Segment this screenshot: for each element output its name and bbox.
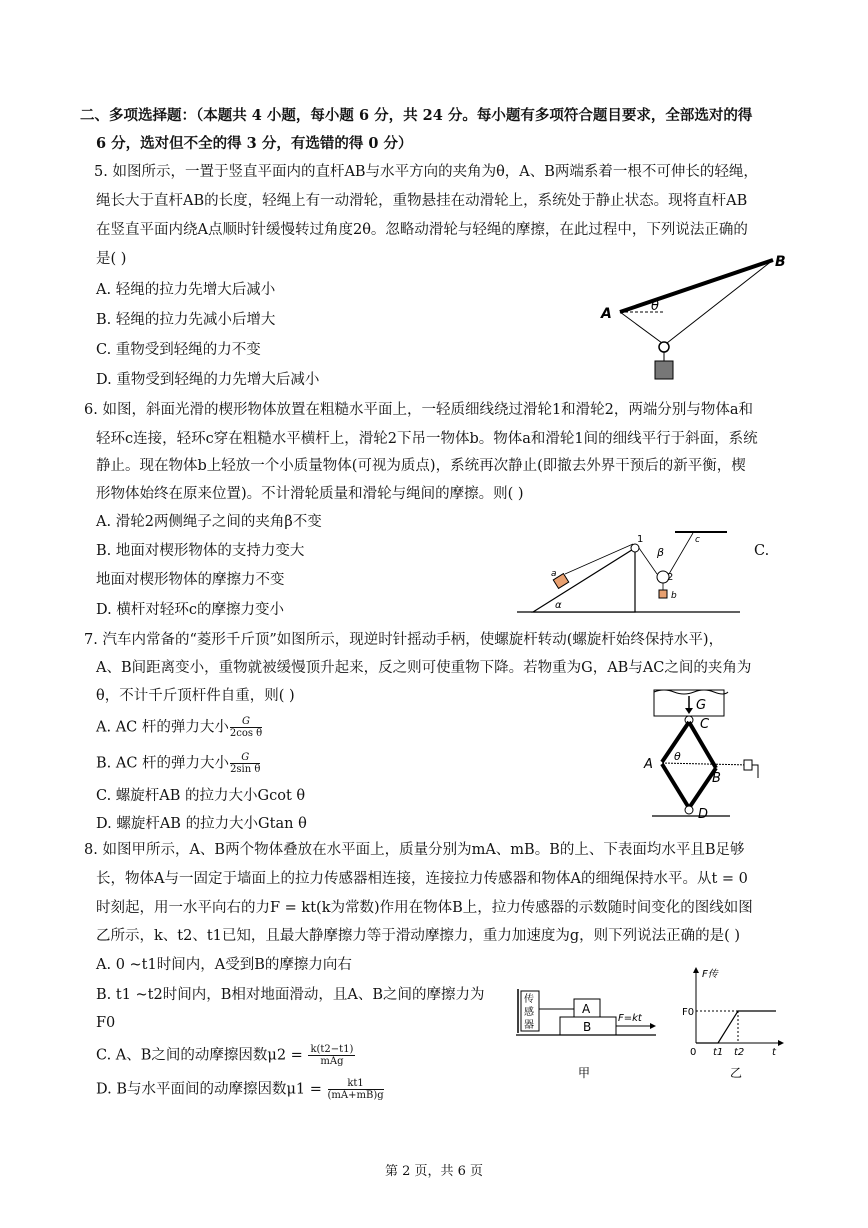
frac-den: 2sin θ: [230, 764, 261, 775]
label-d: D: [698, 807, 709, 822]
q8-option-c: [96, 1044, 355, 1067]
pulley-1: [631, 544, 639, 552]
q8-option-d-fraction: [328, 1078, 384, 1101]
label-origin: 0: [690, 1047, 697, 1058]
section-heading: 二、多项选择题：（本题共 4 小题，每小题 6 分，共 24 分。每小题有多项符合题目要求，全部选对的得: [80, 107, 753, 124]
q6-option-a: A. 滑轮2两侧绳子之间的夹角β不变: [96, 514, 322, 530]
label-c: C: [700, 717, 710, 732]
sensor-label-2: 感: [524, 1007, 534, 1018]
handle: [744, 760, 752, 770]
wedge: [533, 548, 635, 612]
q5-stem-line-4: 是( ): [96, 251, 127, 267]
string-mid: [639, 548, 657, 574]
force-arrowhead: [650, 1023, 656, 1029]
q7-option-c: C. 螺旋杆AB 的拉力大小Gcot θ: [96, 788, 306, 804]
label-t2: t2: [734, 1047, 745, 1058]
q7-figure: [640, 686, 780, 836]
q7-option-a-text: A. AC 杆的弹力大小: [96, 719, 229, 736]
caption-yi: 乙: [730, 1066, 743, 1080]
q7-option-b-text: B. AC 杆的弹力大小: [96, 755, 230, 772]
q7-stem-line-3: θ，不计千斤顶杆件自重，则( ): [96, 688, 295, 704]
sensor-label-3: 器: [524, 1020, 534, 1031]
label-b: B: [712, 771, 721, 786]
q6-stem-line-4: 形物体始终在原来位置)。不计滑轮质量和滑轮与绳间的摩擦。则( ): [96, 486, 524, 502]
q7-option-d: D. 螺旋杆AB 的拉力大小Gtan θ: [96, 816, 307, 832]
q7-stem-line-1: 7. 汽车内常备的“菱形千斤顶”如图所示，现逆时针摇动手柄，使螺旋杆转动(螺旋杆始终保持水平)，: [84, 632, 724, 648]
block-b-label: B: [583, 1020, 592, 1034]
q8-option-c-fraction: [308, 1044, 355, 1067]
screw-rod: [662, 763, 750, 765]
q8-option-a: A. 0 ~t1时间内，A受到B的摩擦力向右: [96, 957, 352, 973]
q7-option-b: [96, 752, 260, 775]
q5-option-d: D. 重物受到轻绳的力先增大后减小: [96, 372, 320, 388]
label-f-sensor: F传: [702, 969, 718, 980]
pulley: [659, 342, 669, 352]
q5-option-b: B. 轻绳的拉力先减小后增大: [96, 312, 276, 328]
q8-figure-yi: [680, 965, 790, 1080]
label-beta: β: [657, 546, 665, 559]
label-f0: F0: [682, 1007, 695, 1018]
q6-option-b: B. 地面对楔形物体的支持力变大: [96, 543, 305, 559]
section-heading-cont: 6 分，选对但不全的得 3 分，有选错的得 0 分）: [96, 135, 413, 152]
q8-figure-jia: [512, 985, 662, 1080]
label-theta: θ: [651, 299, 659, 314]
block-a-label: A: [582, 1002, 591, 1016]
q6-option-c-label: C.: [754, 543, 770, 559]
block-b: [659, 590, 667, 598]
label-t: t: [772, 1047, 776, 1058]
sensor-reading-line: [696, 1011, 776, 1043]
q6-stem-line-3: 静止。现在物体b上轻放一个小质量物体(可视为质点)，系统再次静止(即撤去外界干预后的新平衡，楔: [96, 458, 746, 474]
rope-right: [667, 260, 773, 343]
frac-num: kt1: [328, 1078, 384, 1090]
label-b: b: [671, 591, 677, 601]
q7-stem-line-2: A、B间距离变小，重物就被缓慢顶升起来，反之则可使重物下降。若物重为G，AB与AC之间的夹角为: [96, 660, 752, 676]
label-c: c: [695, 535, 700, 545]
frac-num: k(t2−t1): [310, 1044, 354, 1055]
q8-stem-line-1: 8. 如图甲所示，A、B两个物体叠放在水平面上，质量分别为mA、mB。B的上、下表面均水平且B足够: [84, 842, 745, 858]
frac-num: G: [230, 716, 262, 728]
label-g: G: [696, 698, 707, 713]
label-b: B: [775, 254, 786, 270]
q5-option-a: A. 轻绳的拉力先增大后减小: [96, 282, 276, 298]
frac-num: G: [230, 752, 260, 764]
force-label: F=kt: [618, 1013, 642, 1024]
q6-option-d: D. 横杆对轻环c的摩擦力变小: [96, 602, 284, 618]
q6-option-c: 地面对楔形物体的摩擦力不变: [96, 572, 285, 588]
q8-stem-line-3: 时刻起，用一水平向右的力F = kt(k为常数)作用在物体B上，拉力传感器的示数随时间变化的图线如图: [96, 900, 753, 916]
page-footer: 第 2 页，共 6 页: [384, 1164, 484, 1179]
q8-option-b-cont: F0: [96, 1015, 116, 1031]
x-axis-arrow: [778, 1040, 784, 1046]
caption-jia: 甲: [578, 1066, 591, 1080]
label-theta: θ: [674, 750, 681, 763]
q7-option-a: [96, 716, 262, 739]
q5-stem-line-1: 5. 如图所示，一置于竖直平面内的直杆AB与水平方向的夹角为θ，A、B两端系着一根不可伸长的轻绳，: [94, 164, 758, 180]
q8-stem-line-4: 乙所示，k、t2、t1已知，且最大静摩擦力等于滑动摩擦力，重力加速度为g，则下列说法正确的是( ): [96, 928, 741, 944]
q5-stem-line-3: 在竖直平面内绕A点顺时针缓慢转过角度2θ。忽略动滑轮与轻绳的摩擦，在此过程中，下列说法正确的: [96, 222, 748, 238]
frac-den: (mA+mB)g: [327, 1090, 384, 1101]
q8-stem-line-2: 长，物体A与一固定于墙面上的拉力传感器相连接，连接拉力传感器和物体A的细绳保持水平。从t = 0: [96, 871, 748, 887]
rod-ad: [662, 764, 689, 808]
q8-option-d: [96, 1078, 384, 1101]
label-2: 2: [667, 572, 674, 583]
label-a: A: [644, 757, 653, 772]
label-a: A: [601, 306, 612, 322]
q6-figure: [515, 528, 745, 620]
label-1: 1: [637, 534, 644, 545]
y-axis-arrow: [693, 967, 699, 973]
crank: [752, 765, 758, 778]
q6-stem-line-2: 轻环c连接，轻环c穿在粗糙水平横杆上，滑轮2下吊一物体b。物体a和滑轮1间的细线平行于斜面，系统: [96, 431, 758, 447]
q8-option-d-text: D. B与水平面间的动摩擦因数μ1 =: [96, 1081, 322, 1098]
q6-stem-line-1: 6. 如图，斜面光滑的楔形物体放置在粗糙水平面上，一轻质细线绕过滑轮1和滑轮2，两端分别与物体a和: [84, 402, 754, 418]
label-t1: t1: [713, 1047, 724, 1058]
q5-stem-line-2: 绳长大于直杆AB的长度，轻绳上有一动滑轮，重物悬挂在动滑轮上，系统处于静止状态。现将直杆AB: [96, 193, 748, 209]
q7-option-b-fraction: [230, 752, 260, 775]
frac-den: mAg: [320, 1056, 344, 1067]
label-alpha: α: [555, 600, 562, 611]
q5-figure: [595, 248, 795, 388]
weight-block: [655, 361, 673, 379]
label-a: a: [551, 569, 557, 579]
sensor-label-1: 传: [524, 994, 534, 1005]
q8-option-c-text: C. A、B之间的动摩擦因数μ2 =: [96, 1047, 303, 1064]
q5-option-c: C. 重物受到轻绳的力不变: [96, 342, 261, 358]
rod-ab: [620, 260, 773, 312]
joint-d: [685, 806, 693, 814]
frac-den: 2cos θ: [229, 728, 263, 739]
q8-option-b: B. t1 ~t2时间内，B相对地面滑动，且A、B之间的摩擦力为: [96, 987, 485, 1003]
q7-option-a-fraction: [230, 716, 262, 739]
string-c: [669, 533, 693, 574]
rope-left: [620, 312, 662, 343]
